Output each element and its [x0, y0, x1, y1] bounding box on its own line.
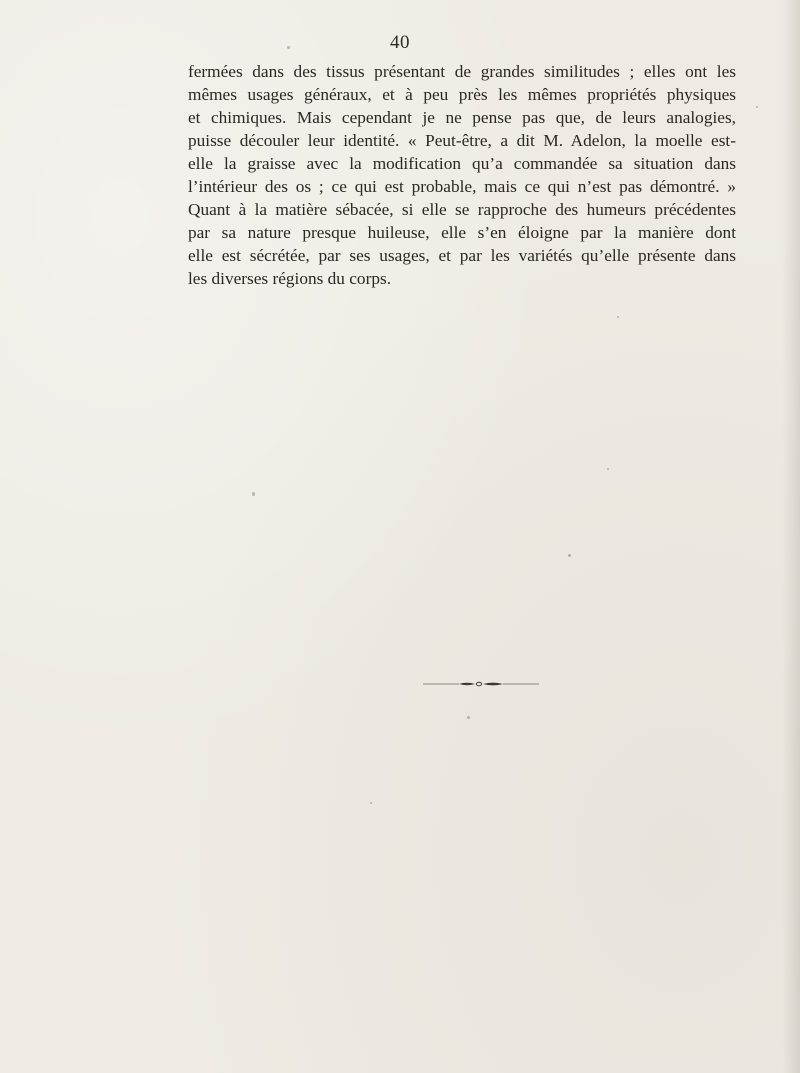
text-line-8: par sa nature presque huileuse, elle s’en éloigne par la manière dont: [188, 223, 736, 242]
paper-speck: [607, 468, 609, 470]
page-edge-shadow: [782, 0, 800, 1073]
text-line-7: Quant à la matière sébacée, si elle se rapproche des humeurs précédentes: [188, 200, 736, 219]
body-paragraph: [188, 60, 736, 290]
text-line-3: et chimiques. Mais cependant je ne pense pas que, de leurs analogies,: [188, 108, 736, 127]
text-line-4: puisse découler leur identité. « Peut-être, a dit M. Adelon, la moelle est-: [188, 131, 736, 150]
paper-speck: [467, 716, 470, 719]
paper-speck: [617, 316, 619, 318]
text-line-6: l’intérieur des os ; ce qui est probable, mais ce qui n’est pas démontré. »: [188, 177, 736, 196]
paper-speck: [756, 106, 758, 108]
text-line-10: les diverses régions du corps.: [188, 269, 392, 288]
text-line-9: elle est sécrétée, par ses usages, et par les variétés qu’elle présente dans: [188, 246, 736, 265]
paper-speck: [252, 492, 255, 496]
page-number: 40: [390, 32, 410, 53]
text-line-1: fermées dans des tissus présentant de grandes similitudes ; elles ont les: [188, 62, 736, 81]
text-line-5: elle la graisse avec la modification qu’a commandée sa situation dans: [188, 154, 736, 173]
end-ornament-rule: [421, 680, 541, 688]
paper-speck: [287, 46, 290, 49]
paper-speck: [370, 802, 372, 804]
paper-speck: [568, 554, 571, 557]
text-line-2: mêmes usages généraux, et à peu près les mêmes propriétés physiques: [188, 85, 736, 104]
